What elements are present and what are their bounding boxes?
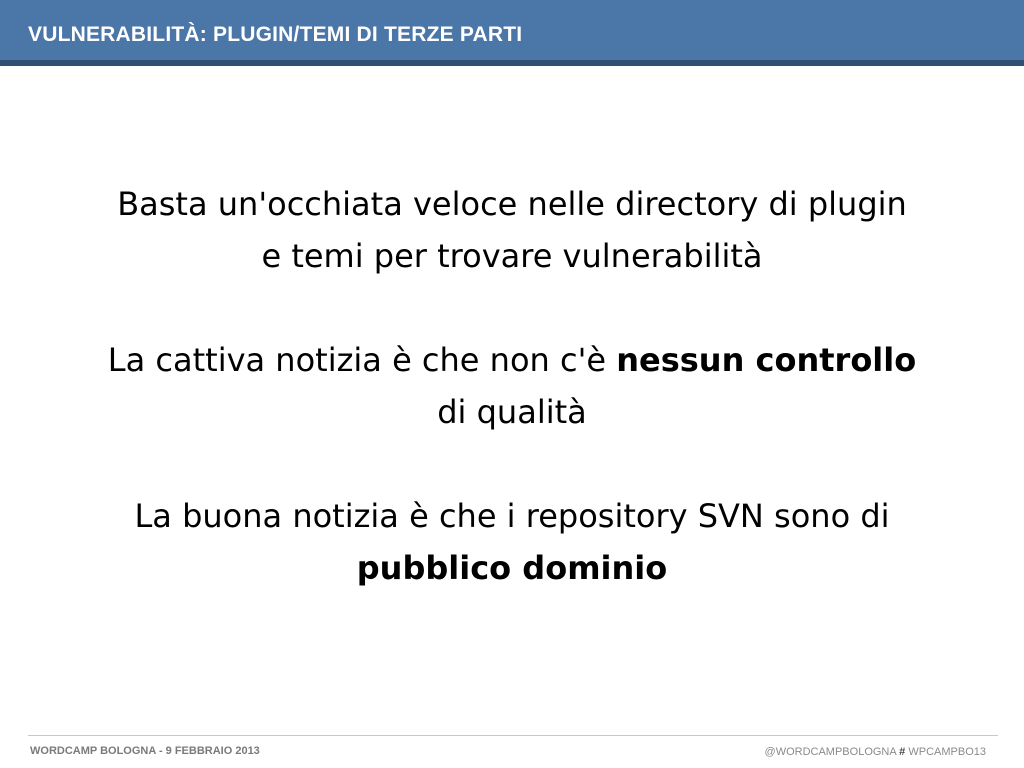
slide-body xyxy=(40,178,984,594)
slide-title: VULNERABILITÀ: PLUGIN/TEMI DI TERZE PARTI xyxy=(28,23,523,46)
paragraph-2-text: La cattiva notizia è che non c'è xyxy=(107,341,617,379)
footer-event: WORDCAMP BOLOGNA - 9 FEBBRAIO 2013 xyxy=(30,745,260,757)
footer-hashtag: WPCAMPBO13 xyxy=(908,746,986,758)
footer-social xyxy=(765,746,986,758)
paragraph-3 xyxy=(40,490,984,594)
header-bar xyxy=(0,0,1024,66)
paragraph-1 xyxy=(40,178,984,282)
paragraph-2 xyxy=(40,334,984,438)
paragraph-2-tail: di qualità xyxy=(437,393,587,431)
footer-handle: @WORDCAMPBOLOGNA xyxy=(764,746,897,758)
footer-divider xyxy=(28,735,998,736)
paragraph-1-line-2: e temi per trovare vulnerabilità xyxy=(261,237,763,275)
paragraph-1-line-1: Basta un'occhiata veloce nelle directory di plugin xyxy=(117,185,907,223)
paragraph-3-emphasis: pubblico dominio xyxy=(356,549,668,587)
paragraph-2-emphasis: nessun controllo xyxy=(616,341,917,379)
paragraph-3-text: La buona notizia è che i repository SVN sono di xyxy=(134,497,890,535)
footer-hash: # xyxy=(899,746,906,758)
